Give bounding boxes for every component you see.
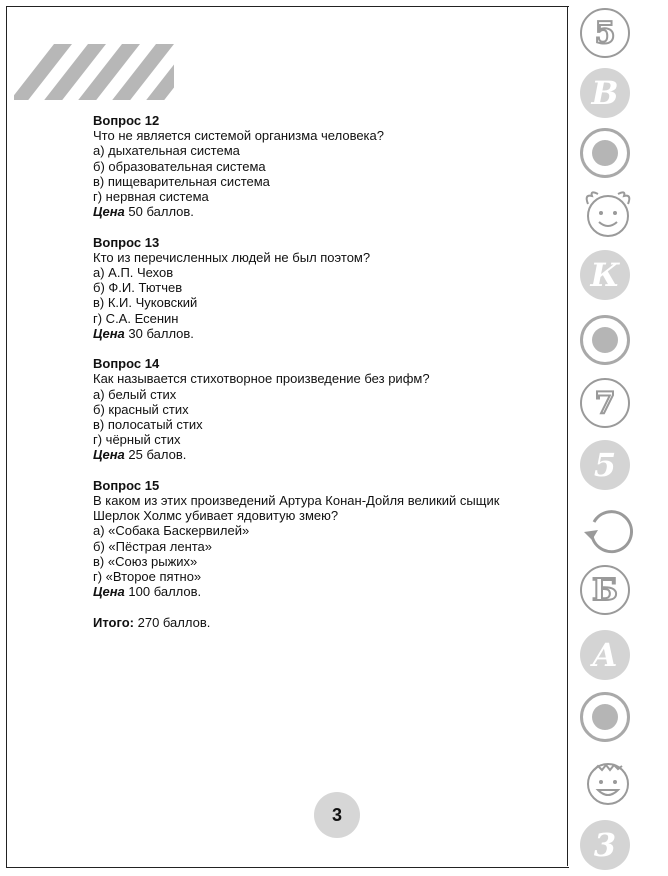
question-block-13 bbox=[93, 235, 553, 341]
answer-option: г) «Второе пятно» bbox=[93, 569, 202, 585]
sidebar-decorations bbox=[574, 0, 638, 876]
question-title: Вопрос 14 bbox=[93, 356, 160, 372]
page-number: 3 bbox=[314, 792, 360, 838]
sidebar-girl-face-icon bbox=[580, 186, 630, 236]
answer-option: в) К.И. Чуковский bbox=[93, 295, 198, 311]
answer-option: б) красный стих bbox=[93, 401, 189, 417]
price-value: 30 баллов. bbox=[124, 325, 194, 341]
price-label: Цена bbox=[93, 447, 125, 463]
price-line bbox=[93, 326, 553, 341]
sidebar-digit-7-icon: 7 bbox=[580, 378, 630, 428]
question-title: Вопрос 15 bbox=[93, 477, 160, 493]
total-label: Итого: bbox=[93, 614, 134, 630]
sidebar-boy-face-icon bbox=[580, 754, 630, 804]
question-text: Как называется стихотворное произведение без рифм? bbox=[93, 371, 430, 387]
page-frame-right-edge bbox=[567, 6, 568, 866]
answer-option: а) А.П. Чехов bbox=[93, 265, 174, 281]
question-text: В каком из этих произведений Артура Конан-Дойля великий сыщик bbox=[93, 493, 500, 509]
question-block-15 bbox=[93, 478, 553, 600]
answer-option: а) «Собака Баскервилей» bbox=[93, 523, 250, 539]
sidebar-digit-3-icon: 3 bbox=[580, 820, 630, 870]
total-line bbox=[93, 615, 553, 630]
sidebar-letter-v-icon: В bbox=[580, 68, 630, 118]
sidebar-digit-5-icon: 5 bbox=[580, 8, 630, 58]
answer-option: а) белый стих bbox=[93, 386, 177, 402]
answer-option: г) С.А. Есенин bbox=[93, 310, 179, 326]
total-value: 270 баллов. bbox=[134, 614, 211, 630]
price-label: Цена bbox=[93, 584, 125, 600]
price-value: 100 баллов. bbox=[124, 584, 202, 600]
sidebar-dot-icon bbox=[580, 315, 630, 365]
question-title: Вопрос 13 bbox=[93, 234, 160, 250]
answer-option: в) полосатый стих bbox=[93, 417, 203, 433]
answer-option: в) «Союз рыжих» bbox=[93, 553, 198, 569]
price-label: Цена bbox=[93, 204, 125, 220]
question-text: Кто из перечисленных людей не был поэтом? bbox=[93, 249, 371, 265]
price-label: Цена bbox=[93, 325, 125, 341]
sidebar-dot-icon bbox=[580, 128, 630, 178]
answer-option: б) «Пёстрая лента» bbox=[93, 538, 213, 554]
sidebar-letter-k-icon: К bbox=[580, 250, 630, 300]
sidebar-digit-5-filled-icon: 5 bbox=[580, 440, 630, 490]
question-text: Что не является системой организма человека? bbox=[93, 128, 384, 144]
price-line bbox=[93, 584, 553, 599]
sidebar-letter-b-icon: Б bbox=[580, 565, 630, 615]
price-value: 25 балов. bbox=[124, 447, 187, 463]
question-title: Вопрос 12 bbox=[93, 113, 160, 128]
sidebar-circular-arrow-icon bbox=[580, 502, 630, 552]
price-line bbox=[93, 447, 553, 462]
question-text: Шерлок Холмс убивает ядовитую змею? bbox=[93, 508, 339, 524]
question-block-14 bbox=[93, 356, 553, 462]
answer-option: а) дыхательная система bbox=[93, 143, 240, 159]
question-block-12 bbox=[93, 113, 553, 219]
answer-option: в) пищеварительная система bbox=[93, 173, 270, 189]
price-line bbox=[93, 204, 553, 219]
answer-option: г) нервная система bbox=[93, 189, 209, 205]
sidebar-dot-icon bbox=[580, 692, 630, 742]
quiz-content bbox=[93, 113, 553, 630]
price-value: 50 баллов. bbox=[124, 204, 194, 220]
sidebar-letter-a-icon: А bbox=[580, 630, 630, 680]
answer-option: б) образовательная система bbox=[93, 158, 266, 174]
decorative-stripes bbox=[14, 44, 174, 100]
answer-option: б) Ф.И. Тютчев bbox=[93, 280, 183, 296]
answer-option: г) чёрный стих bbox=[93, 432, 181, 448]
